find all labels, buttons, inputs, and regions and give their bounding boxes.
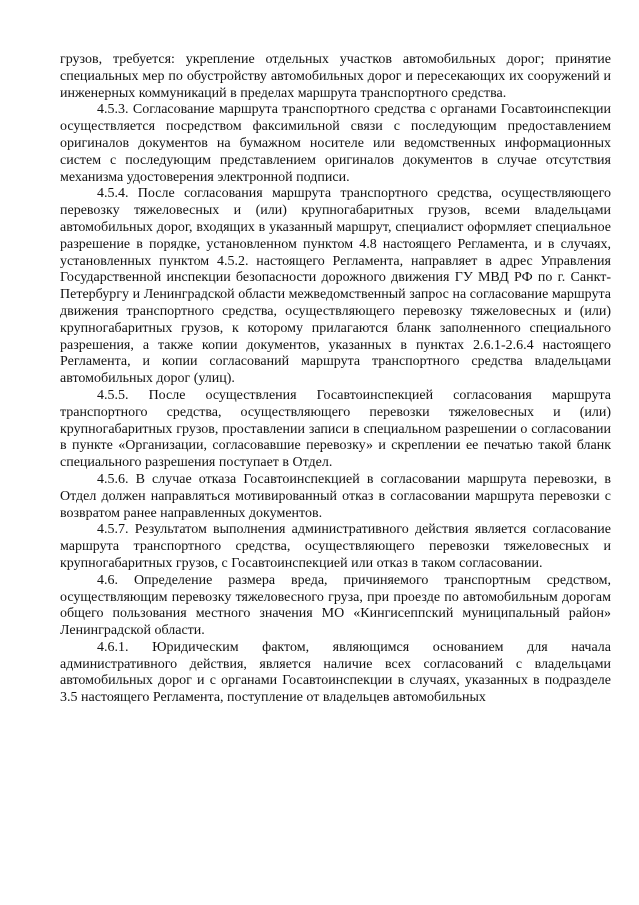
paragraph-continuation: грузов, требуется: укрепление отдельных участков автомобильных дорог; принятие специальных мер по обустройству автомобильных дорог и пересекающих их сооружений и инженерных коммуникаций в пределах маршрута транспортного средства. <box>60 52 611 101</box>
paragraph-4-5-6: 4.5.6. В случае отказа Госавтоинспекцией в согласовании маршрута перевозки, в Отдел должен направляться мотивированный отказ в согласовании маршрута перевозки с возвратом ранее направленных документов. <box>60 471 611 521</box>
paragraph-4-5-7: 4.5.7. Результатом выполнения административного действия является согласование маршрута транспортного средства, осуществляющего перевозки тяжеловесных и крупногабаритных грузов, с Госавтоинспекцией или отказ в таком согласовании. <box>60 522 611 571</box>
paragraph-4-5-4: 4.5.4. После согласования маршрута транспортного средства, осуществляющего перевозку тяжеловесных и (или) крупногабаритных грузов, всеми владельцами автомобильных дорог, входящих в указанный маршрут, специалист оформляет специальное разрешение в порядке, установленном пунктом 4.8 настоящего Регламента, и в случаях, установленных пунктом 4.5.2. настоящего Регламента, направляет в адрес Управления Государственной инспекции безопасности дорожного движения ГУ МВД РФ по г. Санкт-Петербургу и Ленинградской области межведомственный запрос на согласование маршрута движения транспортного средства, осуществляющего перевозку тяжеловесных и (или) крупногабаритных грузов, к которому прилагаются бланк заполненного специального разрешения, а также копии документов, указанных в пунктах 2.6.1-2.6.4 настоящего Регламента, и копии согласований маршрута транспортного средства владельцами автомобильных дорог (улиц). <box>60 186 611 387</box>
paragraph-4-6-1: 4.6.1. Юридическим фактом, являющимся основанием для начала административного действия, является наличие всех согласований с владельцами автомобильных дорог и с органами Госавтоинспекции в случаях, указанных в подразделе 3.5 настоящего Регламента, поступление от владельцев автомобильных <box>60 639 611 706</box>
paragraph-4-6: 4.6. Определение размера вреда, причиняемого транспортным средством, осуществляющим перевозку тяжеловесного груза, при проезде по автомобильным дорогам общего пользования местного значения МО «Кингисеппский муниципальный район» Ленинградской области. <box>60 572 611 639</box>
paragraph-4-5-5: 4.5.5. После осуществления Госавтоинспекцией согласования маршрута транспортного средства, осуществляющего перевозки тяжеловесных и (или) крупногабаритных грузов, проставлении записи в специальном разрешении о согласовании в пункте «Организации, согласовавшие перевозку» и скреплении ее печатью такой бланк специального разрешения поступает в Отдел. <box>60 387 611 471</box>
paragraph-4-5-3: 4.5.3. Согласование маршрута транспортного средства с органами Госавтоинспекции осуществляется посредством факсимильной связи с последующим предоставлением оригиналов документов на бумажном носителе или ведомственных информационных систем с последующим представлением оригиналов документов в случае отсутствия механизма удостоверения электронной подписи. <box>60 102 611 185</box>
document-page <box>60 52 611 707</box>
